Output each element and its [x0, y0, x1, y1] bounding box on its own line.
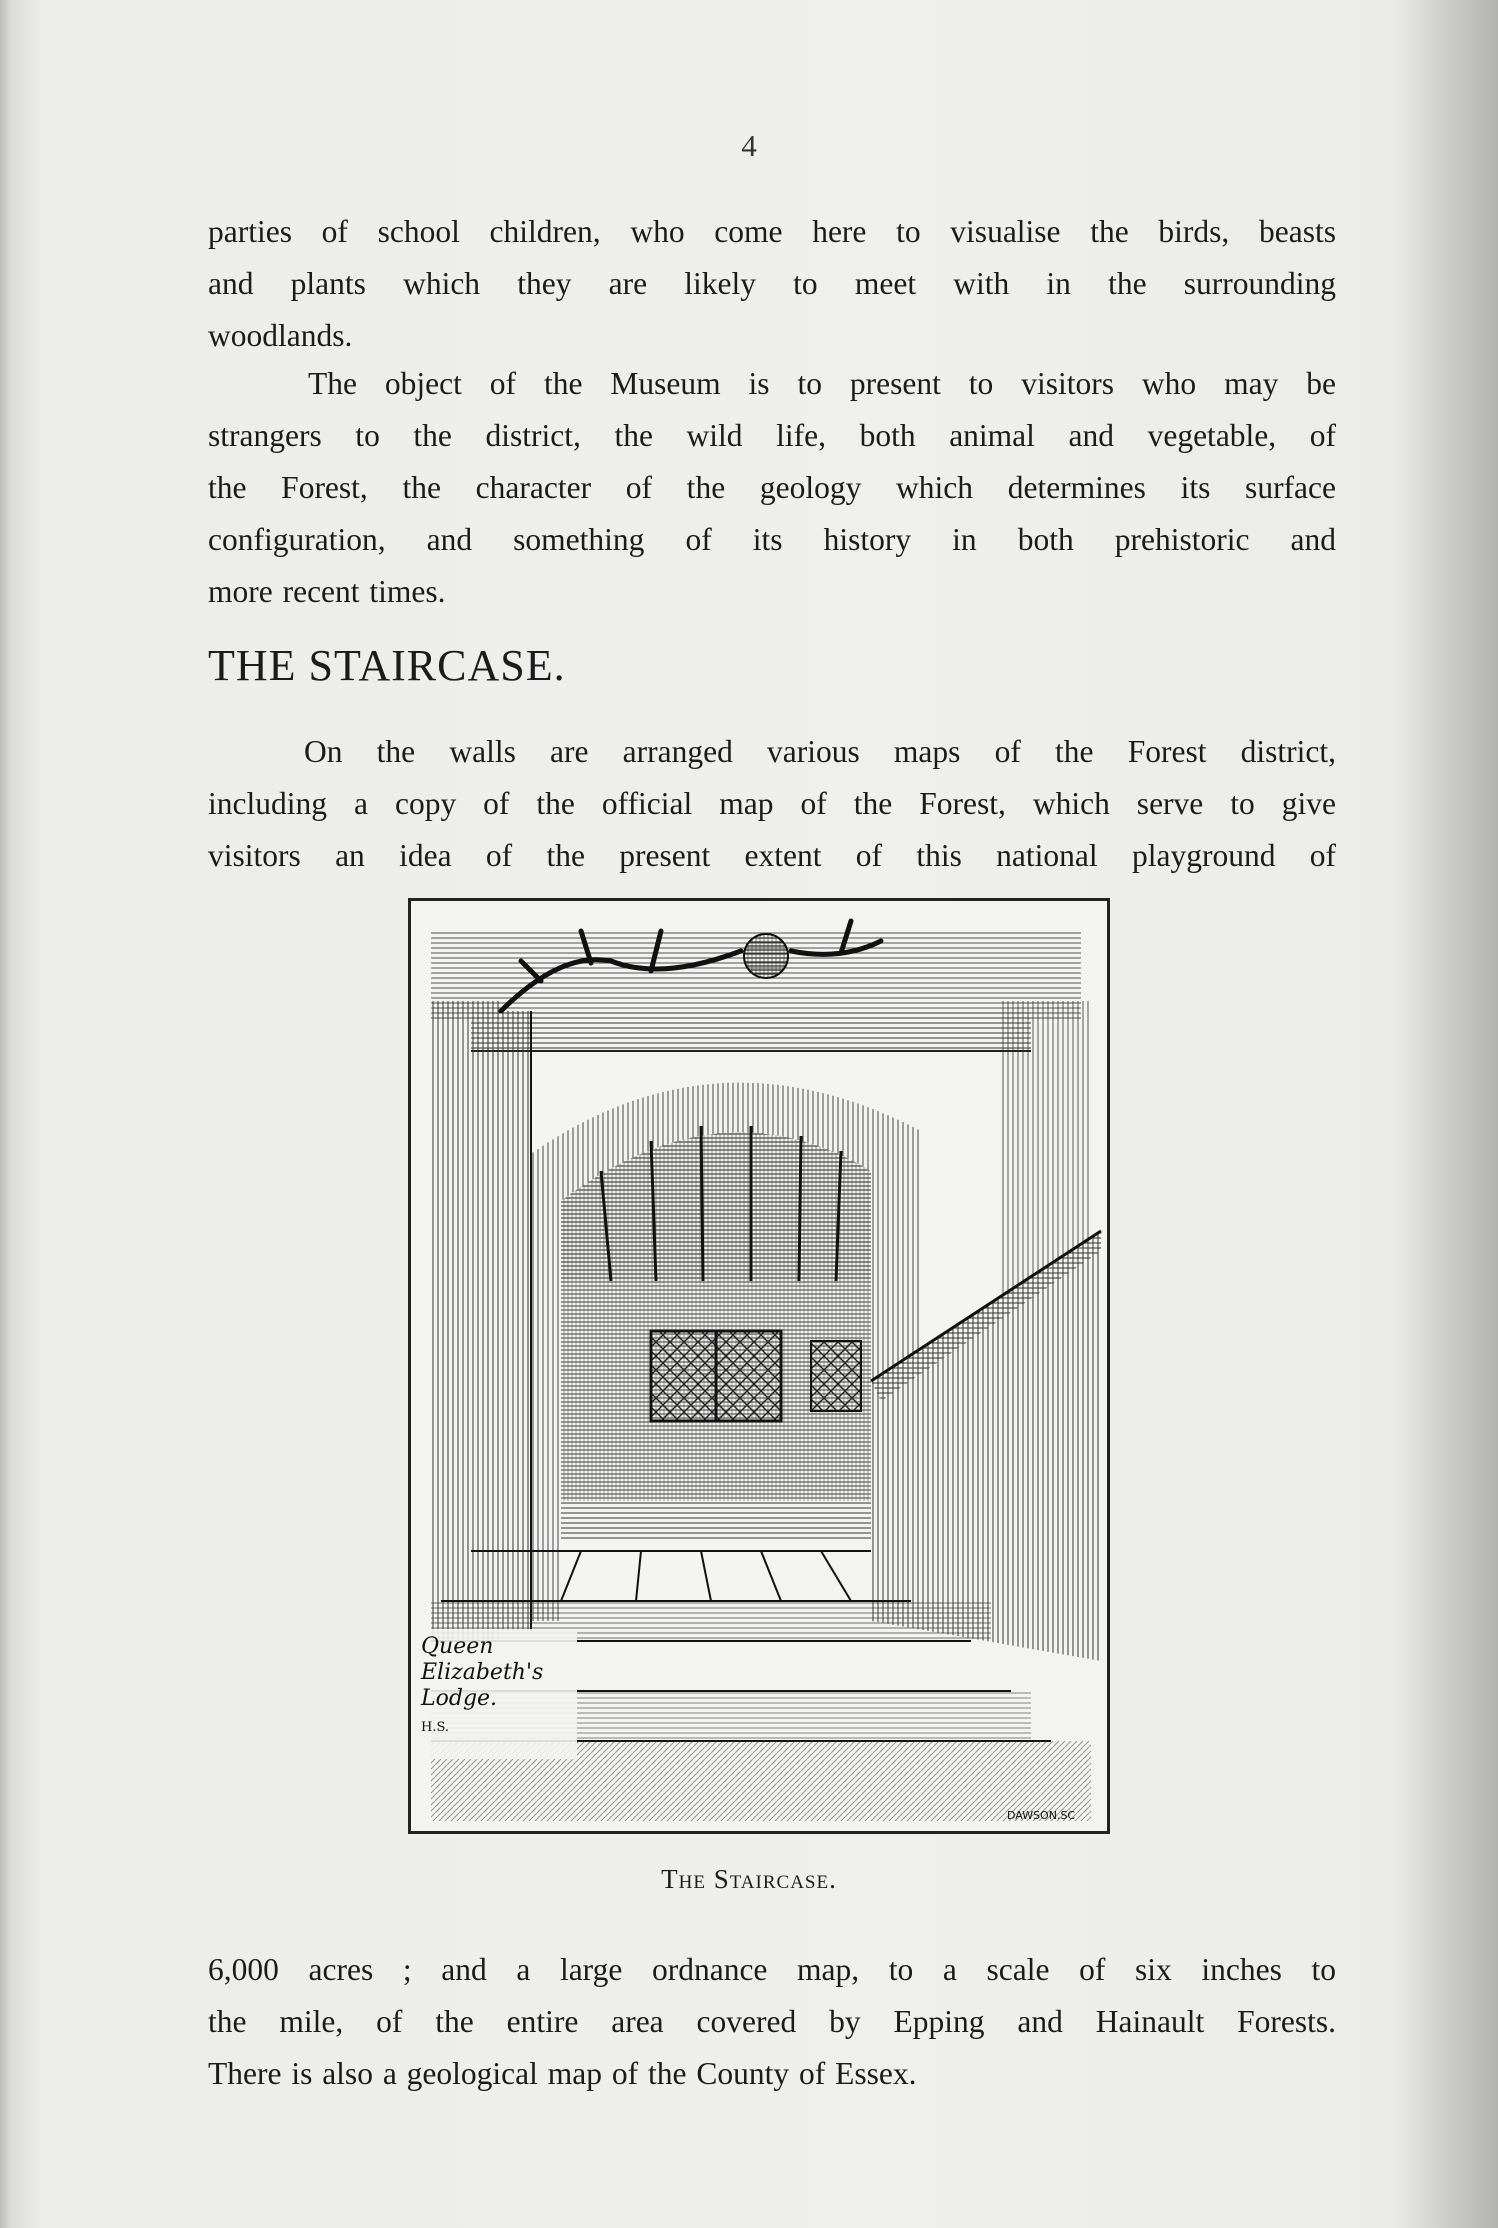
paragraph-4-line-1: 6,000 acres ; and a large ordnance map, to a scale of six inches to [208, 1952, 1336, 1987]
paragraph-2-line-4: configuration, and something of its history in both prehistoric and [208, 522, 1336, 557]
paragraph-2 [208, 358, 1336, 618]
staircase-illustration [408, 898, 1110, 1834]
section-heading: THE STAIRCASE. [208, 641, 566, 690]
paragraph-3 [208, 726, 1336, 882]
engraver-signature: DAWSON.SC [1007, 1809, 1076, 1822]
paragraph-2-line-3: the Forest, the character of the geology which determines its surface [208, 470, 1336, 505]
paragraph-4-line-2: the mile, of the entire area covered by Epping and Hainault Forests. [208, 2004, 1336, 2039]
inscription-line-4: H.S. [421, 1720, 450, 1735]
page-number: 4 [741, 128, 757, 163]
figure-caption: The Staircase. [661, 1864, 837, 1894]
paragraph-2-line-2: strangers to the district, the wild life, both animal and vegetable, of [208, 418, 1336, 453]
paragraph-4-line-3: There is also a geological map of the County of Essex. [208, 2056, 917, 2091]
paragraph-3-line-1: On the walls are arranged various maps of the Forest district, [304, 734, 1336, 769]
paragraph-1-line-1: parties of school children, who come here to visualise the birds, beasts [208, 214, 1336, 249]
paragraph-3-line-2: including a copy of the official map of the Forest, which serve to give [208, 786, 1336, 821]
paragraph-1 [208, 206, 1336, 362]
paragraph-2-line-5: more recent times. [208, 574, 446, 609]
paragraph-1-line-3: woodlands. [208, 318, 353, 353]
paragraph-3-line-3: visitors an idea of the present extent of this national playground of [208, 838, 1336, 873]
inscription-line-3: Lodge. [421, 1686, 498, 1711]
paragraph-2-line-1: The object of the Museum is to present to visitors who may be [308, 366, 1336, 401]
paragraph-4 [208, 1944, 1336, 2100]
paragraph-1-line-2: and plants which they are likely to meet with in the surrounding [208, 266, 1336, 301]
staircase-engraving [411, 901, 1107, 1831]
inscription-line-2: Elizabeth's [421, 1660, 544, 1685]
inscription-line-1: Queen [421, 1634, 494, 1659]
